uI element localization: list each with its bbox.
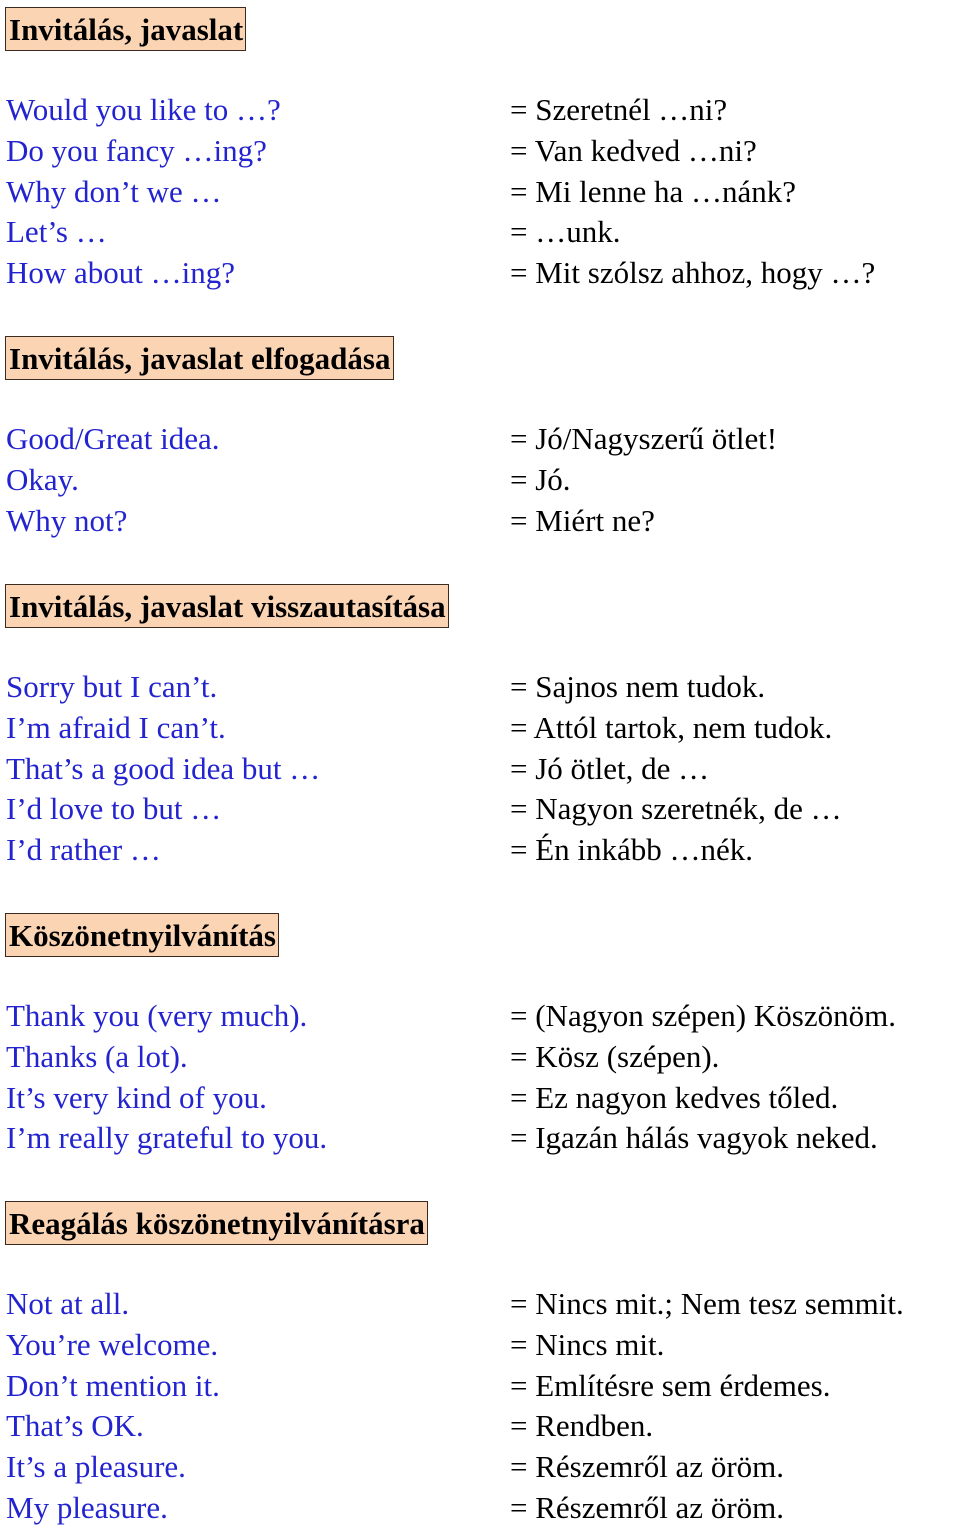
phrase-row [0, 1078, 960, 1119]
phrase-row [0, 131, 960, 172]
hungarian-translation: = Jó ötlet, de … [510, 750, 710, 786]
english-phrase: Would you like to …? [6, 92, 281, 127]
section-heading: Reagálás köszönetnyilvánításra [5, 1201, 428, 1245]
english-phrase: That’s OK. [6, 1408, 144, 1444]
english-phrase: Not at all. [6, 1286, 130, 1321]
english-phrase: Let’s … [6, 214, 107, 250]
phrase-row [0, 1284, 960, 1325]
english-phrase: Thanks (a lot). [6, 1038, 188, 1074]
english-phrase: It’s a pleasure. [6, 1449, 186, 1485]
english-phrase: Thank you (very much). [6, 998, 308, 1033]
english-phrase: I’m afraid I can’t. [6, 709, 226, 745]
hungarian-translation: = Nagyon szeretnék, de … [510, 791, 842, 827]
section-heading: Invitálás, javaslat elfogadása [5, 336, 394, 380]
hungarian-translation: = Nincs mit.; Nem tesz semmit. [510, 1286, 904, 1321]
phrase-row [0, 460, 960, 501]
phrase-row [0, 667, 960, 708]
hungarian-translation: = (Nagyon szépen) Köszönöm. [510, 998, 896, 1033]
section-heading: Invitálás, javaslat visszautasítása [5, 584, 449, 628]
phrase-row [0, 749, 960, 790]
hungarian-translation: = Jó/Nagyszerű ötlet! [510, 421, 778, 456]
phrase-row [0, 1406, 960, 1447]
english-phrase: I’d love to but … [6, 791, 222, 827]
hungarian-translation: = Kösz (szépen). [510, 1038, 720, 1074]
phrase-list [0, 996, 960, 1159]
section-heading: Invitálás, javaslat [5, 7, 246, 51]
phrase-row [0, 419, 960, 460]
phrase-row [0, 996, 960, 1037]
hungarian-translation: = Részemről az öröm. [510, 1449, 785, 1485]
english-phrase: How about …ing? [6, 255, 236, 291]
hungarian-translation: = Attól tartok, nem tudok. [510, 709, 833, 745]
english-phrase: You’re welcome. [6, 1326, 219, 1362]
hungarian-translation: = Én inkább …nék. [510, 832, 754, 868]
hungarian-translation: = Nincs mit. [510, 1326, 665, 1362]
phrase-row [0, 172, 960, 213]
english-phrase: Sorry but I can’t. [6, 669, 218, 704]
english-phrase: I’m really grateful to you. [6, 1120, 328, 1156]
english-phrase: Do you fancy …ing? [6, 132, 267, 168]
english-phrase: It’s very kind of you. [6, 1079, 267, 1115]
english-phrase: Why not? [6, 502, 128, 538]
hungarian-translation: = Rendben. [510, 1408, 654, 1444]
phrase-row [0, 1488, 960, 1529]
section-heading: Köszönetnyilvánítás [5, 913, 279, 957]
hungarian-translation: = Jó. [510, 461, 571, 497]
english-phrase: Why don’t we … [6, 173, 222, 209]
hungarian-translation: = Mi lenne ha …nánk? [510, 173, 797, 209]
phrase-list [0, 419, 960, 541]
english-phrase: I’d rather … [6, 832, 161, 868]
phrase-row [0, 708, 960, 749]
phrase-row [0, 212, 960, 253]
phrase-row [0, 501, 960, 542]
hungarian-translation: = Van kedved …ni? [510, 132, 757, 168]
hungarian-translation: = Sajnos nem tudok. [510, 669, 766, 704]
phrase-row [0, 1118, 960, 1159]
hungarian-translation: = Szeretnél …ni? [510, 92, 728, 127]
english-phrase: Good/Great idea. [6, 421, 220, 456]
phrase-row [0, 90, 960, 131]
phrase-row [0, 1325, 960, 1366]
hungarian-translation: = Mit szólsz ahhoz, hogy …? [510, 255, 876, 291]
hungarian-translation: = Igazán hálás vagyok neked. [510, 1120, 878, 1156]
english-phrase: My pleasure. [6, 1489, 168, 1525]
hungarian-translation: = Ez nagyon kedves tőled. [510, 1079, 839, 1115]
phrase-list [0, 90, 960, 294]
phrase-row [0, 253, 960, 294]
phrase-list [0, 667, 960, 871]
hungarian-translation: = Részemről az öröm. [510, 1489, 785, 1525]
phrase-row [0, 1447, 960, 1488]
phrase-row [0, 1366, 960, 1407]
hungarian-translation: = Miért ne? [510, 502, 655, 538]
hungarian-translation: = Említésre sem érdemes. [510, 1367, 831, 1403]
english-phrase: That’s a good idea but … [6, 750, 321, 786]
phrase-row [0, 1037, 960, 1078]
phrase-row [0, 789, 960, 830]
phrase-row [0, 830, 960, 871]
hungarian-translation: = …unk. [510, 214, 621, 250]
english-phrase: Don’t mention it. [6, 1367, 220, 1403]
english-phrase: Okay. [6, 461, 79, 497]
phrase-list [0, 1284, 960, 1529]
